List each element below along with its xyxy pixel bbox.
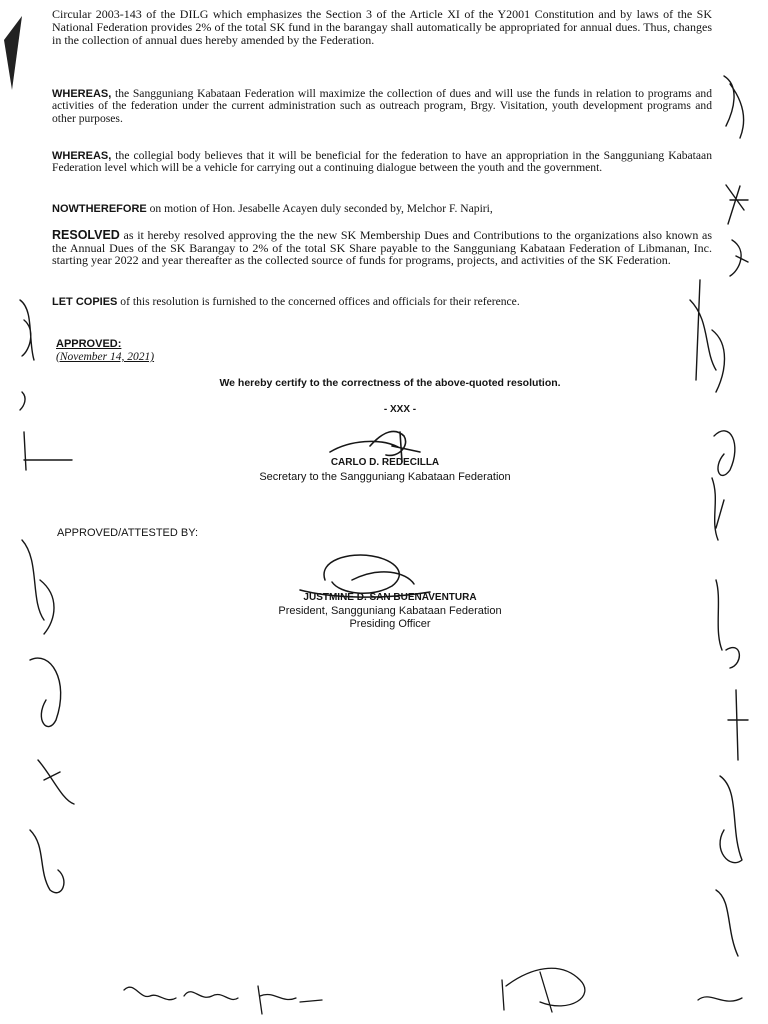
paragraph-lead: WHEREAS, — [52, 88, 112, 100]
certification-statement: We hereby certify to the correctness of the above-quoted resolution. — [219, 377, 561, 389]
paragraph-let-copies — [52, 296, 712, 308]
bottom-signature — [698, 997, 742, 1001]
bottom-signature — [258, 986, 322, 1014]
margin-signature — [38, 760, 74, 804]
approved-date: (November 14, 2021) — [56, 351, 155, 363]
paragraph-resolved — [52, 229, 712, 267]
margin-signature — [22, 540, 54, 634]
paragraph-lead: WHEREAS, — [52, 150, 112, 162]
margin-signature — [730, 240, 748, 276]
bottom-signature — [124, 987, 176, 1000]
paragraph-circular — [52, 8, 712, 47]
attested-label: APPROVED/ATTESTED BY: — [57, 527, 198, 539]
secretary-title: Secretary to the Sangguniang Kabataan Federation — [259, 471, 511, 483]
margin-signature — [30, 658, 61, 726]
paragraph-text: as it hereby resolved approving the the new SK Membership Dues and Contributions to the organizations also known as the Annual Dues of the SK Barangay to 2% of the total SK Share payable to the Sangguniang Kabataan Federation of Libmanan, Inc. starting year 2022 and year thereafter as the collected source of funds for programs, projects, and activities of the SK Federation. — [52, 228, 712, 268]
secretary-name: CARLO D. REDECILLA — [330, 457, 440, 468]
margin-signature — [714, 431, 735, 476]
paragraph-lead: RESOLVED — [52, 228, 120, 242]
paragraph-whereas-1 — [52, 88, 712, 125]
margin-signature — [716, 580, 739, 668]
section-separator: - XXX - — [383, 404, 417, 415]
paragraph-text: the Sangguniang Kabataan Federation will maximize the collection of dues and will use the funds in relation to programs and activities of the federation under the current administration such as outreach program, Brgy. Visitation, youth development programs and other purposes. — [52, 87, 712, 125]
paragraph-text: Circular 2003-143 of the DILG which emphasizes the Section 3 of the Article XI of the Y2001 Constitution and by laws of the SK National Federation provides 2% of the total SK fund in the barangay shall automatically be appropriated for annual dues. Thus, changes in the collection of annual dues hereby amended by the Federation. — [52, 7, 712, 47]
margin-signature — [726, 185, 748, 224]
approved-label: APPROVED: — [56, 338, 122, 350]
paragraph-whereas-2 — [52, 150, 712, 175]
paragraph-lead: NOWTHEREFORE — [52, 203, 147, 215]
margin-signature — [712, 478, 724, 540]
paragraph-lead: LET COPIES — [52, 296, 118, 308]
margin-signature — [24, 432, 72, 470]
bottom-signature — [184, 992, 238, 1000]
paragraph-text: of this resolution is furnished to the concerned offices and officials for their reference. — [117, 295, 520, 308]
bottom-signature — [502, 968, 585, 1012]
president-role: Presiding Officer — [349, 618, 431, 630]
margin-signature — [716, 890, 738, 956]
president-name: JUSTMINE D. SAN BUENAVENTURA — [303, 592, 477, 603]
margin-signature — [30, 830, 64, 893]
paragraph-nowtherefore — [52, 203, 712, 215]
margin-signature — [724, 76, 744, 138]
margin-signature — [20, 300, 34, 360]
margin-signature — [720, 776, 742, 863]
margin-signature — [728, 690, 748, 760]
president-signature — [300, 555, 430, 597]
scan-artifact — [4, 16, 22, 90]
paragraph-text: the collegial body believes that it will be beneficial for the federation to have an appropriation in the Sangguniang Kabataan Federation level which will be a vehicle for carrying out a continuing dialogue between the youth and the government. — [52, 149, 712, 175]
margin-signature — [20, 392, 25, 410]
president-title: President, Sangguniang Kabataan Federation — [278, 605, 502, 617]
paragraph-text: on motion of Hon. Jesabelle Acayen duly seconded by, Melchor F. Napiri, — [146, 202, 493, 215]
